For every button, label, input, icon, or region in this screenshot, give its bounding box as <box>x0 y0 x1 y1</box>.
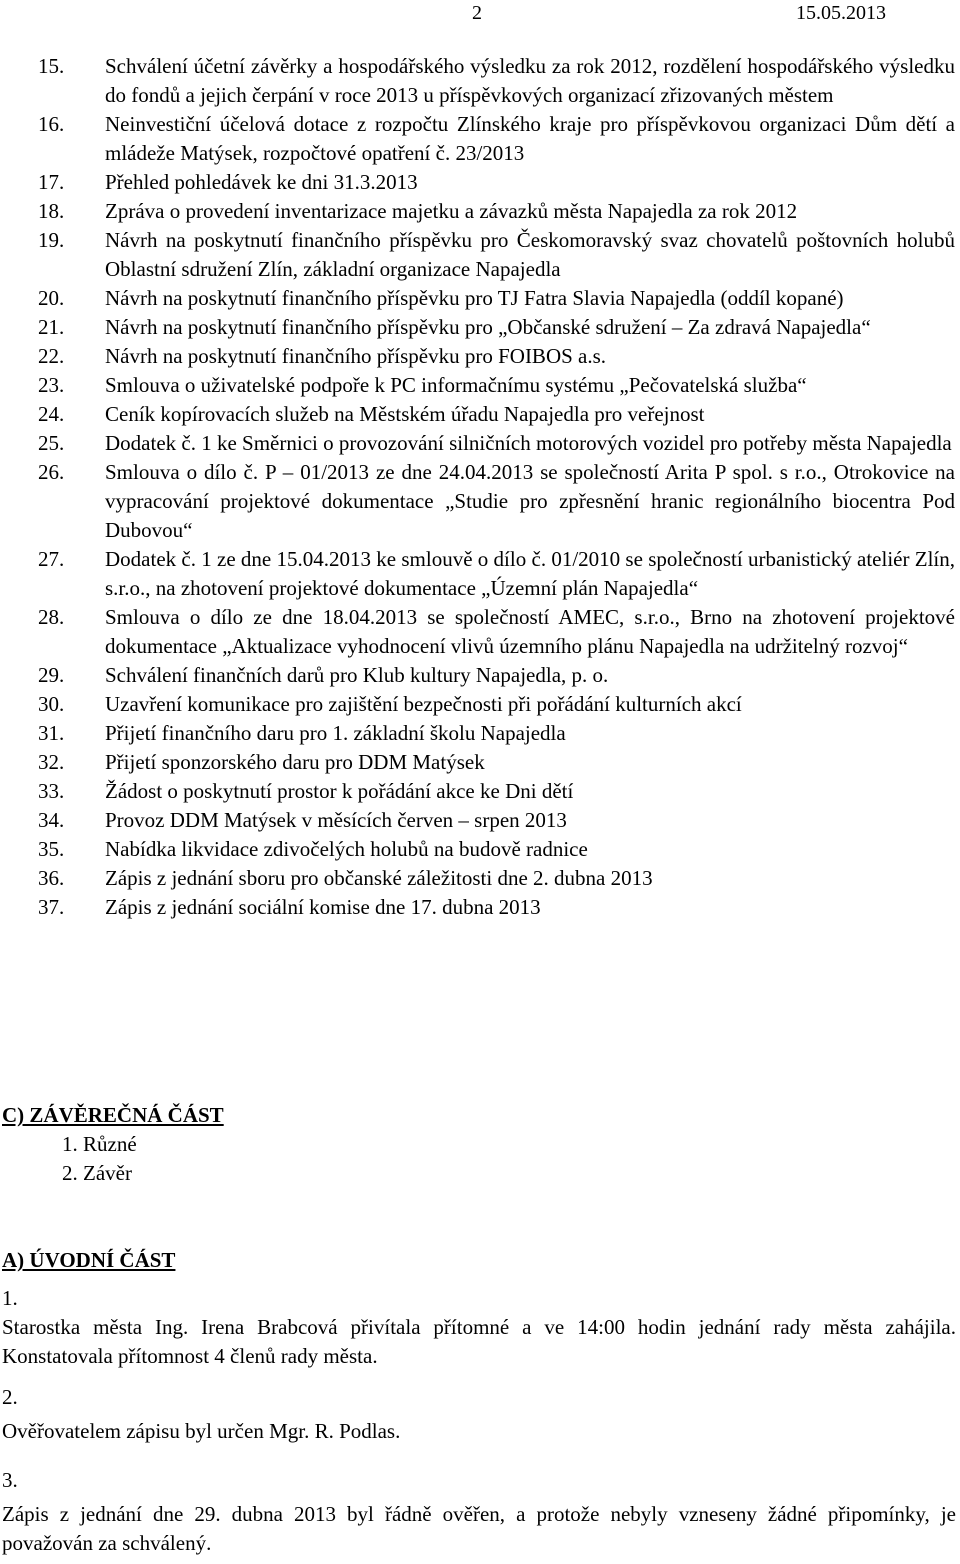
agenda-item-text: Neinvestiční účelová dotace z rozpočtu Zlínského kraje pro příspěvkovou organizaci Dům dětí a mládeže Matýsek, rozpočtové opatření č. 23/2013 <box>105 112 955 165</box>
agenda-item <box>0 284 960 313</box>
point-1-text: Starostka města Ing. Irena Brabcová přivítala přítomné a ve 14:00 hodin jednání rady města zahájila. Konstatovala přítomnost 4 členů rady města. <box>2 1315 956 1368</box>
agenda-item-text: Dodatek č. 1 ze dne 15.04.2013 ke smlouvě o dílo č. 01/2010 se společností urbanistický ateliér Zlín, s.r.o., na zhotovení projektové dokumentace „Územní plán Napajedla“ <box>105 547 955 600</box>
agenda-item-text: Přehled pohledávek ke dni 31.3.2013 <box>105 170 418 194</box>
agenda-item <box>0 835 960 864</box>
agenda-item-number: 16. <box>38 112 65 136</box>
agenda-item-number: 31. <box>38 721 65 745</box>
agenda-item-text: Návrh na poskytnutí finančního příspěvku pro „Občanské sdružení – Za zdravá Napajedla“ <box>105 315 871 339</box>
agenda-item-number: 33. <box>38 779 65 803</box>
agenda-item-text: Zpráva o provedení inventarizace majetku a závazků města Napajedla za rok 2012 <box>105 199 798 223</box>
agenda-item <box>0 864 960 893</box>
agenda-item-text: Provoz DDM Matýsek v měsících červen – srpen 2013 <box>105 808 567 832</box>
agenda-item-text: Smlouva o dílo č. P – 01/2013 ze dne 24.04.2013 se společností Arita P spol. s r.o., Otrokovice na vypracování projektové dokumentace „Studie pro zpřesnění hranic regionálního biocentra Pod Dubovou“ <box>105 460 955 542</box>
agenda-item <box>0 110 960 168</box>
agenda-item <box>0 52 960 110</box>
section-c-item-2: 2. Závěr <box>62 1161 132 1185</box>
agenda-item-text: Dodatek č. 1 ke Směrnici o provozování silničních motorových vozidel pro potřeby města Napajedla <box>105 431 952 455</box>
agenda-item-text: Zápis z jednání sboru pro občanské záležitosti dne 2. dubna 2013 <box>105 866 653 890</box>
agenda-item-text: Zápis z jednání sociální komise dne 17. dubna 2013 <box>105 895 541 919</box>
agenda-item-number: 26. <box>38 460 65 484</box>
agenda-item-number: 35. <box>38 837 65 861</box>
agenda-item-number: 21. <box>38 315 65 339</box>
agenda-item <box>0 197 960 226</box>
agenda-list <box>0 52 960 922</box>
agenda-item <box>0 458 960 545</box>
agenda-item-number: 20. <box>38 286 65 310</box>
section-c-item-1: 1. Různé <box>62 1132 137 1156</box>
agenda-item <box>0 777 960 806</box>
agenda-item-number: 28. <box>38 605 65 629</box>
agenda-item-number: 32. <box>38 750 65 774</box>
agenda-item-number: 15. <box>38 54 65 78</box>
agenda-item-number: 22. <box>38 344 65 368</box>
agenda-item <box>0 603 960 661</box>
page-number: 2 <box>472 2 482 24</box>
point-3-number: 3. <box>2 1468 18 1492</box>
agenda-item <box>0 313 960 342</box>
agenda-item <box>0 371 960 400</box>
point-3-text: Zápis z jednání dne 29. dubna 2013 byl řádně ověřen, a protože nebyly vzneseny žádné připomínky, je považován za schválený. <box>2 1502 956 1555</box>
agenda-item-text: Žádost o poskytnutí prostor k pořádání akce ke Dni dětí <box>105 779 574 803</box>
agenda-item <box>0 748 960 777</box>
point-2-number: 2. <box>2 1385 18 1409</box>
agenda-item-text: Uzavření komunikace pro zajištění bezpečnosti při pořádání kulturních akcí <box>105 692 742 716</box>
agenda-item <box>0 545 960 603</box>
agenda-item-number: 37. <box>38 895 65 919</box>
agenda-item-number: 23. <box>38 373 65 397</box>
agenda-item <box>0 168 960 197</box>
section-c-heading: C) ZÁVĚREČNÁ ČÁST <box>2 1103 224 1127</box>
agenda-item-text: Schválení účetní závěrky a hospodářského výsledku za rok 2012, rozdělení hospodářského výsledku do fondů a jejich čerpání v roce 2013 u příspěvkových organizací zřizovaných městem <box>105 54 955 107</box>
agenda-item <box>0 342 960 371</box>
agenda-item-text: Ceník kopírovacích služeb na Městském úřadu Napajedla pro veřejnost <box>105 402 705 426</box>
agenda-item <box>0 429 960 458</box>
agenda-item-text: Smlouva o uživatelské podpoře k PC informačnímu systému „Pečovatelská služba“ <box>105 373 807 397</box>
agenda-item <box>0 661 960 690</box>
agenda-item-text: Nabídka likvidace zdivočelých holubů na budově radnice <box>105 837 588 861</box>
agenda-item-text: Smlouva o dílo ze dne 18.04.2013 se společností AMEC, s.r.o., Brno na zhotovení projektové dokumentace „Aktualizace vyhodnocení vlivů územního plánu Napajedla na udržitelný rozvoj“ <box>105 605 955 658</box>
agenda-item-text: Přijetí finančního daru pro 1. základní školu Napajedla <box>105 721 566 745</box>
agenda-item-number: 17. <box>38 170 65 194</box>
point-2-text: Ověřovatelem zápisu byl určen Mgr. R. Podlas. <box>2 1419 401 1443</box>
agenda-item-number: 18. <box>38 199 65 223</box>
header-date: 15.05.2013 <box>796 2 886 24</box>
point-1-number: 1. <box>2 1286 18 1310</box>
agenda-item <box>0 893 960 922</box>
agenda-item <box>0 226 960 284</box>
agenda-item <box>0 806 960 835</box>
agenda-item-number: 19. <box>38 228 65 252</box>
agenda-item-number: 34. <box>38 808 65 832</box>
agenda-item-number: 27. <box>38 547 65 571</box>
agenda-item-number: 29. <box>38 663 65 687</box>
agenda-item-text: Návrh na poskytnutí finančního příspěvku pro TJ Fatra Slavia Napajedla (oddíl kopané) <box>105 286 844 310</box>
agenda-item-number: 30. <box>38 692 65 716</box>
agenda-item-text: Návrh na poskytnutí finančního příspěvku pro Českomoravský svaz chovatelů poštovních holubů Oblastní sdružení Zlín, základní organizace Napajedla <box>105 228 955 281</box>
agenda-item-text: Návrh na poskytnutí finančního příspěvku pro FOIBOS a.s. <box>105 344 607 368</box>
agenda-item-text: Schválení finančních darů pro Klub kultury Napajedla, p. o. <box>105 663 609 687</box>
agenda-item-number: 24. <box>38 402 65 426</box>
agenda-item <box>0 690 960 719</box>
section-a-heading: A) ÚVODNÍ ČÁST <box>2 1248 176 1272</box>
agenda-item <box>0 400 960 429</box>
agenda-item-number: 36. <box>38 866 65 890</box>
agenda-item-number: 25. <box>38 431 65 455</box>
agenda-item <box>0 719 960 748</box>
agenda-item-text: Přijetí sponzorského daru pro DDM Matýsek <box>105 750 485 774</box>
